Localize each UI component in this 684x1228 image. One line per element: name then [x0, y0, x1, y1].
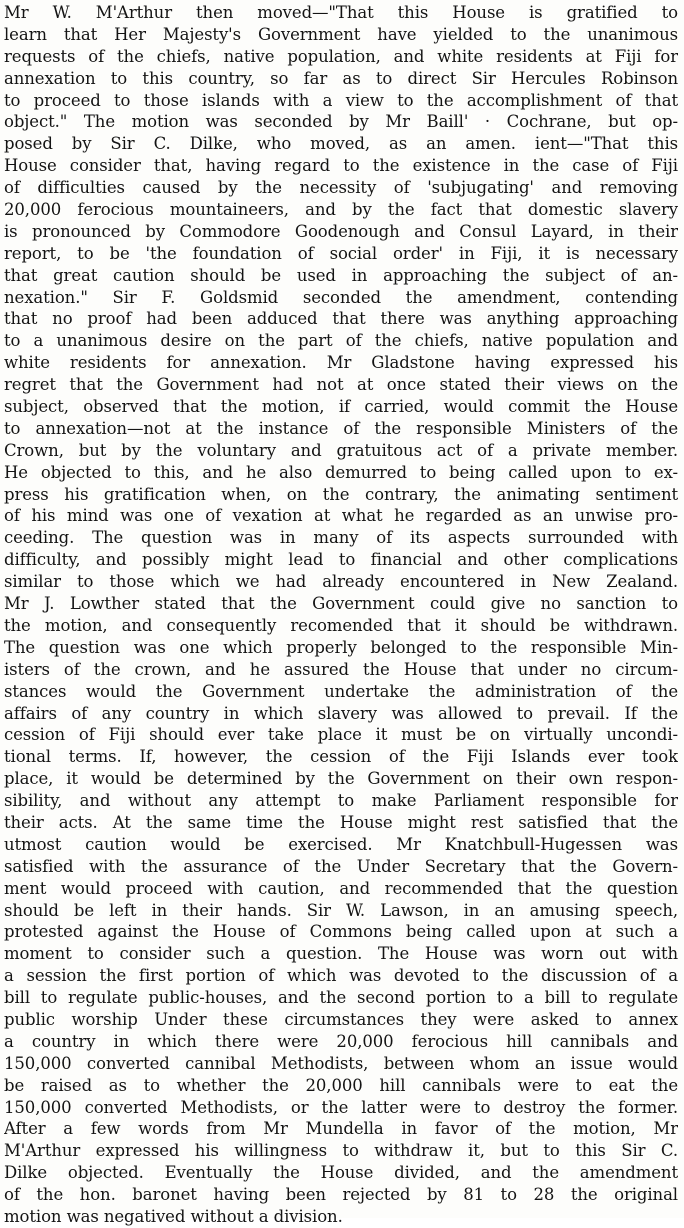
text-line: ment would proceed with caution, and recommended that the question	[4, 878, 678, 898]
text-line: Mr W. M'Arthur then moved—"That this House is gratified to	[4, 3, 678, 22]
text-line: a session the first portion of which was devoted to the discussion of a	[4, 966, 678, 986]
text-line: nexation." Sir F. Goldsmid seconded the amendment, contending	[4, 287, 678, 307]
text-line: After a few words from Mr Mundella in favor of the motion, Mr	[4, 1119, 678, 1139]
text-line: House consider that, having regard to the existence in the case of Fiji	[4, 156, 678, 176]
text-line: cession of Fiji should ever take place it must be on virtually uncondi-	[4, 725, 678, 745]
text-line: that great caution should be used in approaching the subject of an-	[4, 265, 678, 285]
text-line: He objected to this, and he also demurred to being called upon to ex-	[4, 462, 678, 482]
text-line: moment to consider such a question. The House was worn out with	[4, 944, 678, 964]
text-line: of his mind was one of vexation at what he regarded as an unwise pro-	[4, 506, 678, 526]
text-line: annexation to this country, so far as to direct Sir Hercules Robinson	[4, 68, 678, 88]
text-line: 150,000 converted cannibal Methodists, between whom an issue would	[4, 1053, 678, 1073]
text-line: motion was negatived without a division.	[4, 1206, 343, 1226]
text-line: learn that Her Majesty's Government have yielded to the unanimous	[4, 24, 678, 44]
text-line: 150,000 converted Methodists, or the latter were to destroy the former.	[4, 1097, 678, 1117]
text-line: Dilke objected. Eventually the House divided, and the amendment	[4, 1163, 678, 1183]
text-line: 20,000 ferocious mountaineers, and by the fact that domestic slavery	[4, 200, 678, 220]
text-line: posed by Sir C. Dilke, who moved, as an amen. ient—"That this	[4, 134, 678, 154]
text-line: satisfied with the assurance of the Under Secretary that the Govern-	[4, 856, 678, 876]
text-line: of the hon. baronet having been rejected by 81 to 28 the original	[4, 1185, 678, 1205]
text-line: press his gratification when, on the contrary, the animating sentiment	[4, 484, 678, 504]
text-line: protested against the House of Commons being called upon at such a	[4, 922, 678, 942]
text-line: bill to regulate public-houses, and the second portion to a bill to regulate	[4, 988, 678, 1008]
text-line: of difficulties caused by the necessity of 'subjugating' and removing	[4, 178, 678, 198]
text-line: object." The motion was seconded by Mr Baill' · Cochrane, but op-	[4, 112, 678, 132]
text-line: isters of the crown, and he assured the House that under no circum-	[4, 659, 678, 679]
text-line: a country in which there were 20,000 ferocious hill cannibals and	[4, 1031, 678, 1051]
text-line: M'Arthur expressed his willingness to withdraw it, but to this Sir C.	[4, 1141, 678, 1161]
text-line: their acts. At the same time the House might rest satisfied that the	[4, 812, 678, 832]
text-line: place, it would be determined by the Government on their own respon-	[4, 769, 678, 789]
text-line: affairs of any country in which slavery was allowed to prevail. If the	[4, 703, 678, 723]
text-line: tional terms. If, however, the cession of the Fiji Islands ever took	[4, 747, 678, 767]
text-line: ceeding. The question was in many of its aspects surrounded with	[4, 528, 678, 548]
text-line: that no proof had been adduced that there was anything approaching	[4, 309, 678, 329]
text-line: to proceed to those islands with a view to the accomplishment of that	[4, 90, 678, 110]
text-line: requests of the chiefs, native population, and white residents at Fiji for	[4, 46, 678, 66]
text-line: to a unanimous desire on the part of the chiefs, native population and	[4, 331, 678, 351]
text-line: to annexation—not at the instance of the responsible Ministers of the	[4, 418, 678, 438]
text-line: stances would the Government undertake the administration of the	[4, 681, 678, 701]
text-line: Crown, but by the voluntary and gratuitous act of a private member.	[4, 440, 678, 460]
text-line: The question was one which properly belonged to the responsible Min-	[4, 637, 678, 657]
text-line: be raised as to whether the 20,000 hill cannibals were to eat the	[4, 1075, 678, 1095]
text-line: subject, observed that the motion, if carried, would commit the House	[4, 397, 678, 417]
text-line: is pronounced by Commodore Goodenough and Consul Layard, in their	[4, 221, 678, 241]
text-line: regret that the Government had not at once stated their views on the	[4, 375, 678, 395]
text-line: white residents for annexation. Mr Gladstone having expressed his	[4, 353, 678, 373]
text-line: similar to those which we had already encountered in New Zealand.	[4, 572, 678, 592]
text-line: the motion, and consequently recomended that it should be withdrawn.	[4, 615, 678, 635]
text-line: difficulty, and possibly might lead to financial and other complications	[4, 550, 678, 570]
text-line: should be left in their hands. Sir W. Lawson, in an amusing speech,	[4, 900, 678, 920]
text-line: utmost caution would be exercised. Mr Knatchbull-Hugessen was	[4, 834, 678, 854]
text-line: public worship Under these circumstances they were asked to annex	[4, 1009, 678, 1029]
text-line: sibility, and without any attempt to make Parliament responsible for	[4, 791, 678, 811]
article-body	[4, 2, 678, 1228]
text-line: Mr J. Lowther stated that the Government could give no sanction to	[4, 594, 678, 614]
text-line: report, to be 'the foundation of social order' in Fiji, it is necessary	[4, 243, 678, 263]
